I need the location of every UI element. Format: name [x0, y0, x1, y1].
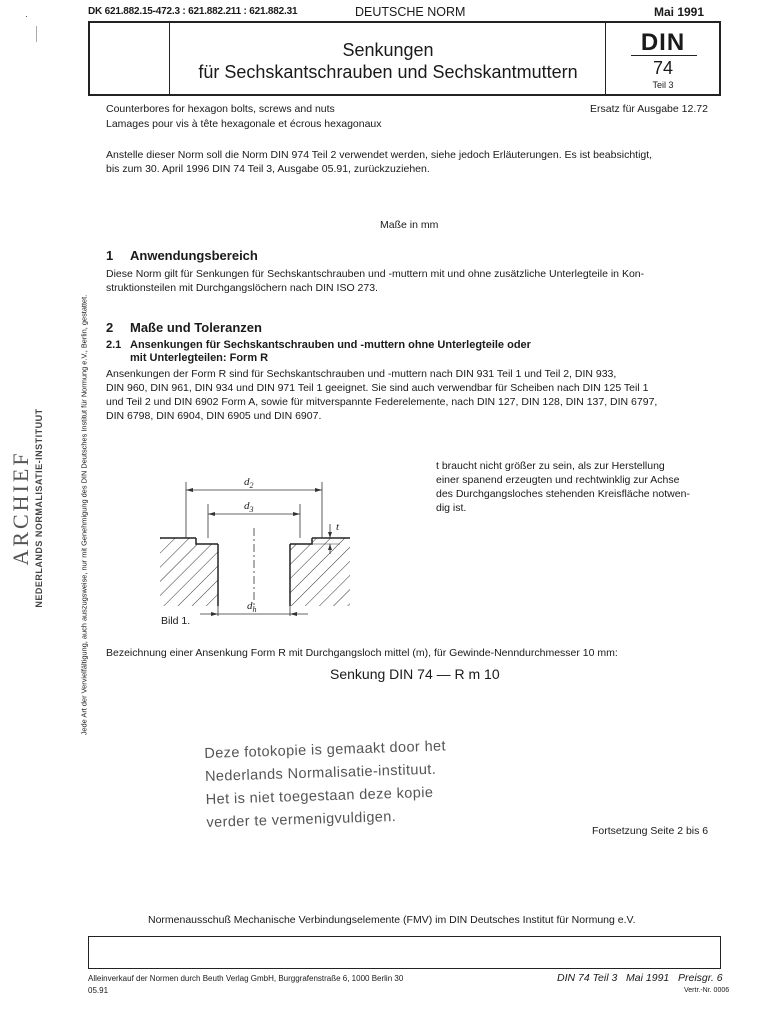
dim-subscript: h — [252, 605, 257, 614]
figure-caption: Bild 1. — [161, 615, 191, 627]
text-line: dig ist. — [436, 502, 467, 514]
text-line: Ansenkungen der Form R sind für Sechskantschrauben und -muttern nach DIN 931 Teil 1 und Teil 2, DIN 933, — [106, 368, 617, 380]
dim-label-t: t — [336, 521, 340, 533]
text-line: Diese Norm gilt für Senkungen für Sechskantschrauben und -muttern mit und ohne zusätzliche Unterlegteile in Kon- — [106, 268, 645, 280]
dk-classification: DK 621.882.15-472.3 : 621.882.211 : 621.882.31 — [88, 6, 298, 17]
dim-letter: d — [244, 476, 250, 488]
din-number: 74 — [652, 58, 674, 78]
section-1-text — [106, 267, 722, 295]
text-line: struktionsteilen mit Durchgangslöchern nach DIN ISO 273. — [106, 282, 378, 294]
title-line: Ansenkungen für Sechskantschrauben und -muttern ohne Unterlegteile oder — [130, 339, 531, 351]
din-logo-rule — [631, 55, 697, 56]
title-french: Lamages pour vis à tête hexagonale et écrous hexagonaux — [106, 118, 382, 130]
committee-line: Normenausschuß Mechanische Verbindungselemente (FMV) im DIN Deutsches Institut für Normung e.V. — [148, 914, 636, 926]
intro-line: bis zum 30. April 1996 DIN 74 Teil 3, Ausgabe 05.91, zurückzuziehen. — [106, 163, 430, 175]
copyright-side-note: Jede Art der Vervielfältigung, auch auszugsweise, nur mit Genehmigung des DIN Deutsches Institut für Normung e.V., Berlin, gestattet. — [79, 294, 89, 736]
designation-example: Senkung DIN 74 — R m 10 — [330, 666, 500, 682]
section-1-title: Anwendungsbereich — [130, 248, 258, 263]
section-hatch-right — [290, 538, 350, 606]
text-line: DIN 6798, DIN 6904, DIN 6905 und DIN 6907. — [106, 410, 322, 422]
document-title-line2: für Sechskantschrauben und Sechskantmuttern — [198, 62, 578, 82]
intro-line: Anstelle dieser Norm soll die Norm DIN 974 Teil 2 verwendet werden, siehe jedoch Erläuterungen. Es ist beabsichtigt, — [106, 149, 653, 161]
footer-box — [88, 936, 721, 969]
footer-reference: DIN 74 Teil 3 Mai 1991 Preisgr. 6 — [557, 972, 723, 984]
notice-line: Het is niet toegestaan deze kopie — [205, 784, 434, 808]
text-line: t braucht nicht größer zu sein, als zur Herstellung — [436, 460, 665, 472]
footer-edition: 05.91 — [88, 986, 109, 995]
section-hatch-left — [160, 538, 218, 606]
t-depth-note — [436, 459, 722, 515]
section-1-number: 1 — [106, 248, 114, 263]
notice-line: Deze fotokopie is gemaakt door het — [204, 738, 447, 762]
dim-label-dh — [247, 600, 257, 614]
dim-letter: d — [247, 600, 253, 612]
section-2-1-text — [106, 367, 722, 423]
text-line: DIN 960, DIN 961, DIN 934 und DIN 971 Teil 1 geeignet. Sie sind auch verwendbar für Scheiben nach DIN 125 Teil 1 — [106, 382, 649, 394]
section-2-1-number: 2.1 — [106, 339, 122, 351]
dim-subscript: 3 — [249, 505, 254, 514]
document-title-line1: Senkungen — [342, 40, 434, 60]
footer-vertr: Vertr.-Nr. 0006 — [684, 987, 730, 994]
text-line: des Durchgangsloches stehenden Kreisfläche notwen- — [436, 488, 690, 500]
scan-mark — [26, 16, 27, 17]
section-2-title: Maße und Toleranzen — [130, 320, 262, 335]
header-divider — [605, 21, 606, 96]
din-logo: DIN — [640, 29, 686, 56]
footer-sales: Alleinverkauf der Normen durch Beuth Verlag GmbH, Burggrafenstraße 6, 1000 Berlin 30 — [88, 974, 404, 983]
issue-date: Mai 1991 — [654, 5, 705, 19]
dim-label-d3 — [244, 500, 254, 514]
units-note: Maße in mm — [380, 219, 439, 231]
dim-label-d2 — [244, 476, 254, 490]
section-2-1-title — [130, 339, 610, 365]
notice-line: Nederlands Normalisatie-instituut. — [204, 761, 437, 785]
designation-text: Bezeichnung einer Ansenkung Form R mit Durchgangsloch mittel (m), für Gewinde-Nenndurchmesser 10 mm: — [106, 647, 618, 659]
archive-stamp-line1: ARCHIEF — [8, 450, 33, 566]
intro-paragraph — [106, 148, 722, 176]
archive-stamp-line2: NEDERLANDS NORMALISATIE-INSTITUUT — [34, 408, 44, 608]
dim-letter: d — [244, 500, 250, 512]
dim-subscript: 2 — [249, 481, 254, 490]
archive-stamp — [8, 408, 44, 607]
dutch-copy-notice — [204, 735, 448, 835]
norm-type: DEUTSCHE NORM — [355, 5, 466, 19]
title-line: mit Unterlegteilen: Form R — [130, 352, 269, 364]
notice-line: verder te vermenigvuldigen. — [206, 809, 397, 831]
replaces-edition: Ersatz für Ausgabe 12.72 — [590, 103, 708, 115]
continued-note: Fortsetzung Seite 2 bis 6 — [592, 825, 709, 837]
text-line: und Teil 2 und DIN 6902 Form A, sowie für mitverspannte Federelemente, nach DIN 127, DIN 128, DIN 137, DIN 6797, — [106, 396, 658, 408]
scan-mark — [36, 26, 37, 42]
section-2-number: 2 — [106, 320, 114, 335]
din-part: Teil 3 — [652, 80, 674, 90]
title-english: Counterbores for hexagon bolts, screws and nuts — [106, 103, 335, 115]
counterbore-drawing — [160, 468, 350, 618]
text-line: einer spanend erzeugten und rechtwinklig zur Achse — [436, 474, 680, 486]
header-divider — [169, 21, 170, 96]
